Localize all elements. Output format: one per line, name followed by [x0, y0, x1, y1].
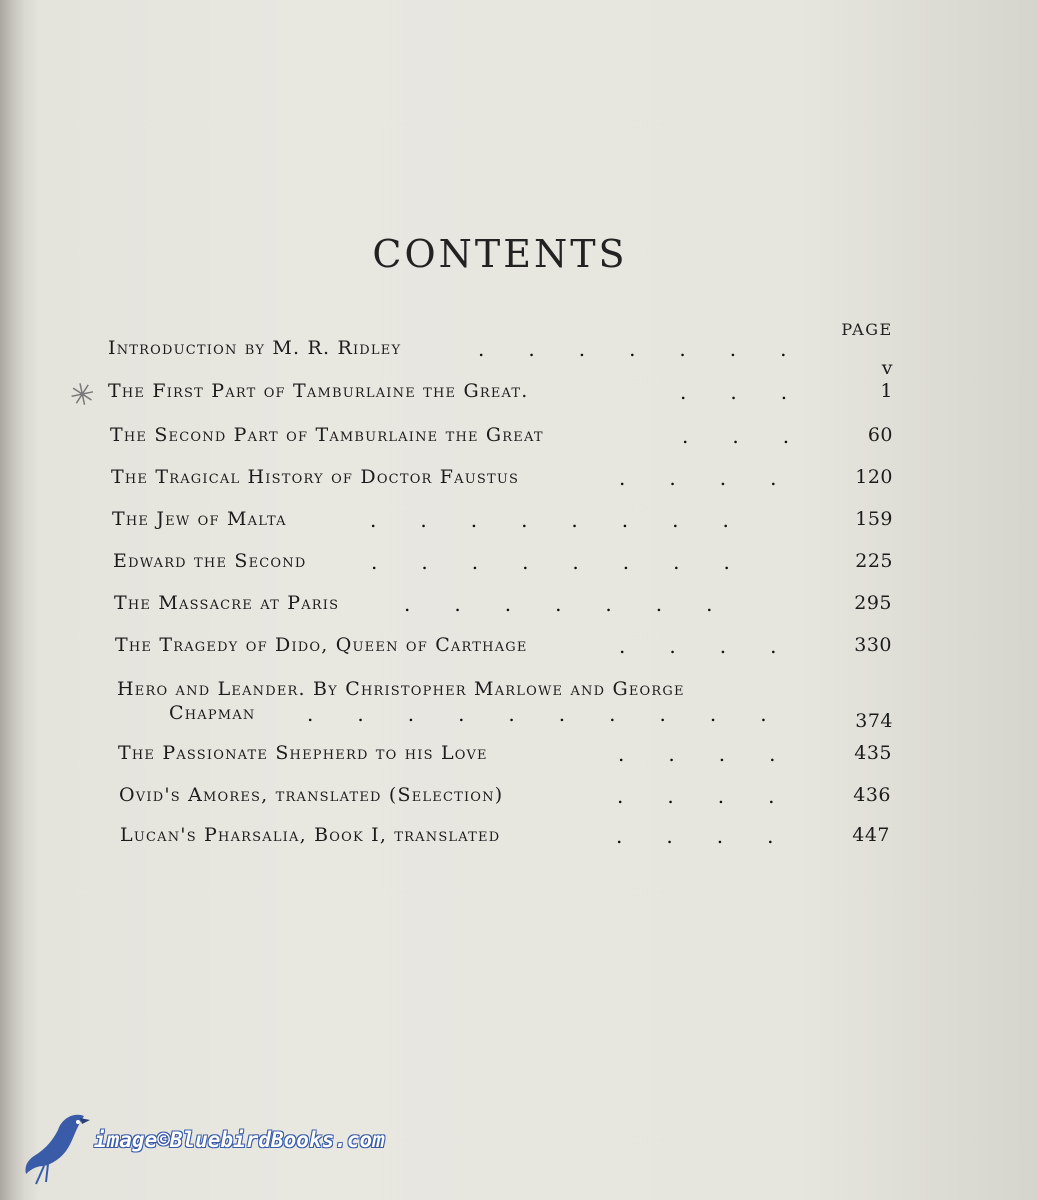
- toc-entry: [113, 550, 903, 580]
- toc-entry-page: 374: [855, 710, 893, 732]
- dot-leader: .......: [404, 592, 757, 616]
- toc-entry-title: Ovid's Amores, translated (Selection): [119, 784, 504, 806]
- toc-entry: [114, 592, 904, 622]
- toc-entry: [108, 337, 898, 379]
- toc-entry: [108, 380, 898, 410]
- dot-leader: ....: [619, 466, 821, 490]
- toc-entry: [110, 424, 900, 454]
- page-title: CONTENTS: [372, 232, 628, 276]
- toc-entry-page: 159: [855, 508, 893, 530]
- dot-leader: .......: [478, 337, 831, 361]
- toc-entry: [117, 678, 907, 738]
- toc-entry-title: The Jew of Malta: [112, 508, 287, 530]
- toc-entry-title: The Tragedy of Dido, Queen of Carthage: [115, 634, 528, 656]
- toc-entry-page: 330: [854, 634, 892, 656]
- dot-leader: ...: [682, 424, 834, 448]
- toc-entry-page: 436: [853, 784, 891, 806]
- toc-entry-page: 447: [852, 824, 890, 846]
- toc-entry: [118, 742, 908, 772]
- watermark: [22, 1108, 482, 1188]
- toc-entry-page: 60: [867, 424, 893, 446]
- dot-leader: ........: [371, 550, 774, 574]
- dot-leader: ..........: [307, 702, 811, 726]
- toc-entry: [111, 466, 901, 496]
- toc-entry-title: The Tragical History of Doctor Faustus: [111, 466, 520, 488]
- bluebird-icon: [22, 1108, 94, 1188]
- toc-entry-title: The Massacre at Paris: [114, 592, 340, 614]
- toc-entry: [119, 784, 909, 814]
- toc-entry-title: Edward the Second: [113, 550, 307, 572]
- toc-entry: [115, 634, 905, 664]
- toc-entry-title: Lucan's Pharsalia, Book I, translated: [120, 824, 501, 846]
- toc-entry-title: The Passionate Shepherd to his Love: [118, 742, 488, 764]
- page-column-header: PAGE: [841, 320, 893, 339]
- toc-entry-title: Introduction by M. R. Ridley: [108, 337, 402, 359]
- dot-leader: ...: [680, 380, 832, 404]
- dot-leader: ....: [619, 634, 821, 658]
- dot-leader: ........: [370, 508, 773, 532]
- toc-entry: [120, 824, 910, 854]
- toc-entry-page: 225: [855, 550, 893, 572]
- toc-entry-title: The Second Part of Tamburlaine the Great: [110, 424, 544, 446]
- toc-entry-page: 435: [854, 742, 892, 764]
- dot-leader: ....: [618, 742, 820, 766]
- page-gutter: [0, 0, 26, 1200]
- dot-leader: ....: [616, 824, 818, 848]
- toc-entry-title: Hero and Leander. By Christopher Marlowe and George: [117, 678, 685, 700]
- toc-entry-title-continuation: Chapman: [169, 702, 256, 724]
- toc-entry-page: v: [881, 357, 893, 379]
- toc-entry: [112, 508, 902, 538]
- toc-entry-page: 295: [854, 592, 892, 614]
- pencil-mark-icon: ✳: [66, 375, 99, 416]
- dot-leader: ....: [617, 784, 819, 808]
- toc-entry-title: The First Part of Tamburlaine the Great.: [108, 380, 529, 402]
- toc-entry-page: 120: [855, 466, 893, 488]
- watermark-text: image©BluebirdBooks.com: [94, 1128, 385, 1152]
- toc-entry-page: 1: [880, 380, 893, 402]
